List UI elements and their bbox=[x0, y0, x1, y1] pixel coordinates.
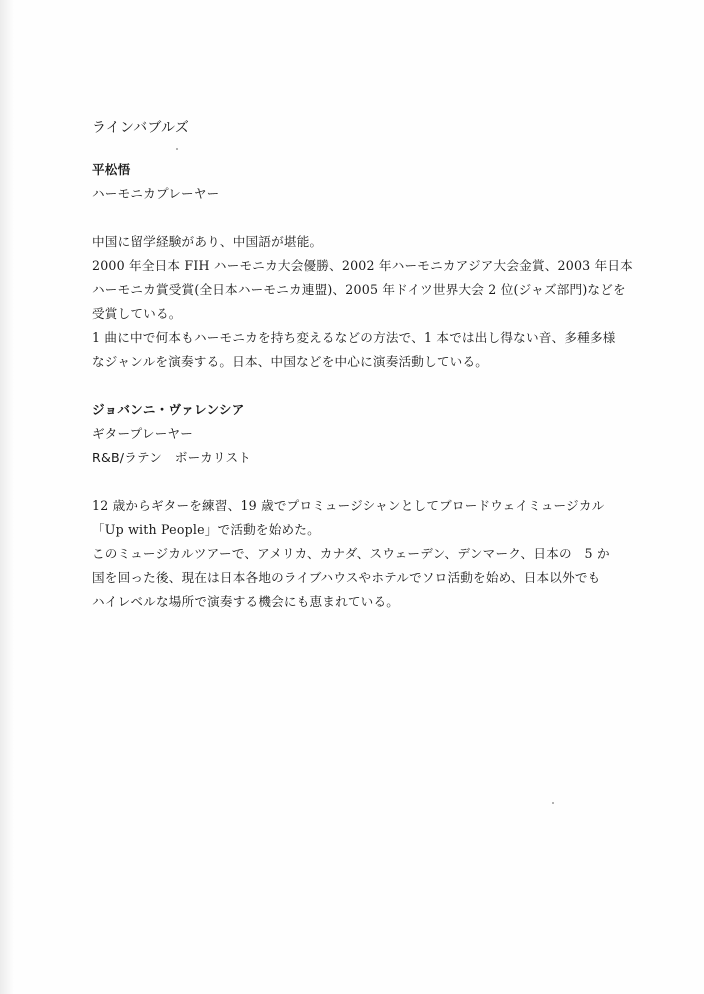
bio-line: 受賞している。 bbox=[92, 306, 182, 321]
member-role: ギタープレーヤー bbox=[92, 426, 194, 441]
bio-line: ハイレベルな場所で演奏する機会にも恵まれている。 bbox=[92, 594, 400, 609]
bio-line: 12 歳からギターを練習、19 歳でプロミュージシャンとしてブロードウェイミュージカル bbox=[92, 498, 605, 513]
bio-line: このミュージカルツアーで、アメリカ、カナダ、スウェーデン、デンマーク、日本の 5 か bbox=[92, 546, 610, 561]
group-title: ラインバブルズ bbox=[92, 120, 190, 136]
bio-line: ハーモニカ賞受賞(全日本ハーモニカ連盟)、2005 年ドイツ世界大会 2 位(ジャズ部門)などを bbox=[92, 282, 626, 297]
spacer bbox=[92, 374, 612, 398]
spacer bbox=[92, 470, 612, 494]
bio-line: 2000 年全日本 FIH ハーモニカ大会優勝、2002 年ハーモニカアジア大会金賞、2003 年日本 bbox=[92, 258, 633, 273]
bio-line: 「Up with People」で活動を始めた。 bbox=[92, 522, 320, 537]
member-profile-hiramatsu bbox=[92, 158, 633, 374]
bio-line: 1 曲に中で何本もハーモニカを持ち変えるなどの方法で、1 本では出し得ない音、多種多様 bbox=[92, 330, 616, 345]
member-name: 平松悟 bbox=[92, 162, 131, 177]
member-name: ジョバンニ・ヴァレンシア bbox=[92, 402, 245, 417]
bio-line: 中国に留学経験があり、中国語が堪能。 bbox=[92, 234, 323, 249]
scan-speck bbox=[552, 802, 554, 804]
member-profile-valencia bbox=[92, 398, 612, 614]
member-role: ハーモニカプレーヤー bbox=[92, 186, 220, 201]
scan-speck bbox=[176, 148, 178, 150]
document-body bbox=[92, 116, 633, 614]
bio-line: なジャンルを演奏する。日本、中国などを中心に演奏活動している。 bbox=[92, 354, 489, 369]
scan-edge-shadow bbox=[0, 0, 14, 994]
member-role: R&B/ラテン ボーカリスト bbox=[92, 450, 252, 465]
bio-line: 国を回った後、現在は日本各地のライブハウスやホテルでソロ活動を始め、日本以外でも bbox=[92, 570, 601, 585]
spacer bbox=[92, 206, 612, 230]
